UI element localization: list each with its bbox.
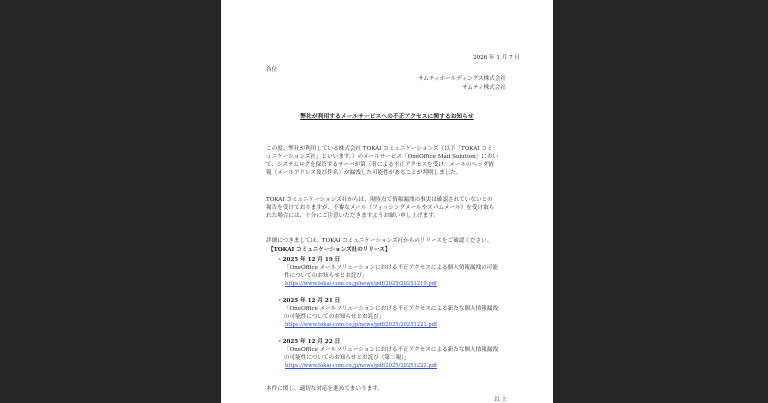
release-title-line: の可能性についてのお知らせとお詫び（第二報）」 [284, 355, 410, 361]
release-item [277, 256, 527, 288]
release-date: ・2025 年 12 月 19 日 [277, 257, 341, 263]
release-heading: 【TOKAI コミュニケーションズ社のリリース】 [268, 247, 391, 253]
release-link[interactable]: https://www.tokai-com.co.jp/news/pdf/2025/20251221.pdf [285, 322, 437, 328]
sender-holdings: サムティホールディングス株式会社 [418, 76, 506, 82]
document-date: 2026 年 1 月 7 日 [472, 55, 520, 61]
paragraph-line: TOKAI コミュニケーションズ社からは、現時点で情報漏洩の事実は確認されていないとの [266, 197, 493, 203]
paragraph-line: 報告を受けておりますが、不審なメール（フィッシングメールやスパムメール）を受け取ら [266, 205, 495, 211]
document-page [221, 0, 553, 403]
release-date: ・2025 年 12 月 21 日 [277, 298, 341, 304]
release-item [277, 338, 527, 370]
release-date: ・2025 年 12 月 22 日 [277, 339, 341, 345]
paragraph-line: れた場合には、十分にご注意いただきますようお願い申し上げます。 [266, 213, 439, 219]
paragraph-intro [266, 145, 522, 177]
release-title-line: 「OneOffice メールソリューションにおける不正アクセスによる個人情報漏洩の可能 [284, 265, 498, 271]
document-title: 弊社が利用するメールサービスへの不正アクセスに関するお知らせ [300, 114, 474, 120]
release-title-line: 性についてのお知らせとお詫び」 [284, 273, 368, 279]
paragraph-line: 報（メールアドレス及び件名）が漏洩した可能性があることが判明しました。 [266, 170, 462, 176]
release-title-line: 「OneOffice メールソリューションにおける不正アクセスによる新たな個人情報漏洩 [284, 306, 498, 312]
release-item [277, 297, 527, 329]
release-link[interactable]: https://www.tokai-com.co.jp/news/pdf/2025/20251219.pdf [285, 281, 437, 287]
closing-text: 本件に関し、適切な対応を進めてまいります。 [266, 386, 384, 392]
paragraph-details [266, 237, 522, 245]
page-content [221, 0, 553, 403]
paragraph-line: ュニケーションズ社」といいます。）のメールサービス「OneOffice Mail Solution」におい [266, 154, 499, 160]
recipient: 各位 [266, 67, 278, 73]
release-title-line: 「OneOffice メールソリューションにおける不正アクセスによる新たな個人情報漏洩 [284, 347, 498, 353]
sender-company: サムティ株式会社 [462, 85, 506, 91]
release-link[interactable]: https://www.tokai-com.co.jp/news/pdf/2025/20251222.pdf [285, 363, 437, 369]
end-mark: 以 上 [494, 397, 507, 403]
paragraph-notice [266, 196, 522, 220]
paragraph-line: て、システムログを保管するサーバが第三者による不正アクセスを受け、メールのヘッダ情 [266, 162, 494, 168]
release-title-line: の可能性についてのお知らせとお詫び」 [284, 314, 385, 320]
paragraph-line: 詳細につきましては、TOKAI コミュニケーションズ社からのリリースをご確認ください。 [266, 238, 493, 244]
paragraph-line: この度、弊社が利用している株式会社 TOKAI コミュニケーションズ（以下「TOKAI コミ [266, 146, 493, 152]
